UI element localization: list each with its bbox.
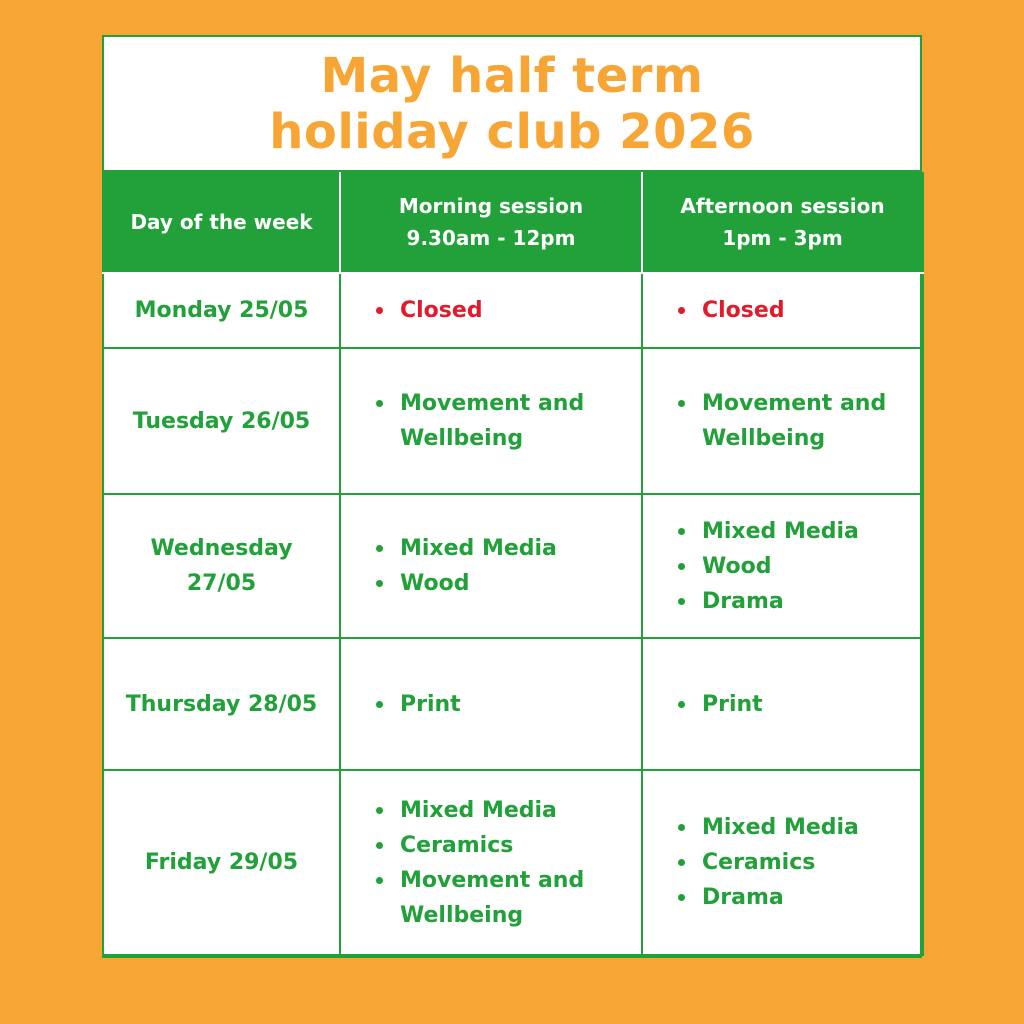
list-item: Mixed Media xyxy=(373,531,621,566)
list-item: Mixed Media xyxy=(675,810,902,845)
schedule-table xyxy=(102,172,924,956)
day-cell xyxy=(103,494,340,638)
header-afternoon-time: 1pm - 3pm xyxy=(722,226,843,250)
list-item: Ceramics xyxy=(373,828,621,863)
day-label-date: 27/05 xyxy=(186,571,257,596)
activity-list xyxy=(373,293,621,328)
list-item: Wood xyxy=(675,549,902,584)
morning-cell xyxy=(340,638,642,770)
table-row xyxy=(103,638,923,770)
header-day-label: Day of the week xyxy=(130,210,313,234)
morning-cell xyxy=(340,770,642,955)
page-title-line-2: holiday club 2026 xyxy=(269,103,755,160)
list-item: Drama xyxy=(675,584,902,619)
day-label: Friday 29/05 xyxy=(144,850,299,875)
morning-cell xyxy=(340,273,642,348)
schedule-card xyxy=(102,35,922,958)
header-row xyxy=(103,172,923,273)
activity-list xyxy=(675,293,902,328)
afternoon-cell xyxy=(642,494,923,638)
day-label: Wednesday xyxy=(150,536,293,561)
day-cell xyxy=(103,770,340,955)
header-morning-time: 9.30am - 12pm xyxy=(406,226,576,250)
activity-list xyxy=(675,810,902,915)
day-cell xyxy=(103,273,340,348)
afternoon-cell xyxy=(642,770,923,955)
morning-cell xyxy=(340,348,642,494)
header-afternoon-label: Afternoon session xyxy=(680,194,885,218)
list-item: Closed xyxy=(373,293,621,328)
list-item: Movement and Wellbeing xyxy=(373,863,621,933)
afternoon-cell xyxy=(642,273,923,348)
list-item: Mixed Media xyxy=(373,793,621,828)
header-morning xyxy=(340,172,642,273)
activity-list xyxy=(373,687,621,722)
list-item: Movement and Wellbeing xyxy=(675,386,902,456)
activity-list xyxy=(675,514,902,619)
activity-list xyxy=(675,386,902,456)
table-row xyxy=(103,494,923,638)
header-day xyxy=(103,172,340,273)
list-item: Print xyxy=(373,687,621,722)
table-row xyxy=(103,348,923,494)
title-box xyxy=(104,37,920,172)
table-row xyxy=(103,273,923,348)
day-label: Tuesday 26/05 xyxy=(132,408,311,434)
list-item: Print xyxy=(675,687,902,722)
page-title-line-1: May half term xyxy=(320,47,704,104)
day-cell xyxy=(103,348,340,494)
afternoon-cell xyxy=(642,638,923,770)
header-morning-label: Morning session xyxy=(398,194,584,218)
morning-cell xyxy=(340,494,642,638)
header-afternoon xyxy=(642,172,923,273)
day-label: Thursday 28/05 xyxy=(125,691,318,717)
list-item: Movement and Wellbeing xyxy=(373,386,621,456)
activity-list xyxy=(373,531,621,601)
list-item: Ceramics xyxy=(675,845,902,880)
activity-list xyxy=(373,386,621,456)
list-item: Closed xyxy=(675,293,902,328)
list-item: Drama xyxy=(675,880,902,915)
table-row xyxy=(103,770,923,955)
activity-list xyxy=(675,687,902,722)
day-label: Monday 25/05 xyxy=(134,298,309,323)
day-cell xyxy=(103,638,340,770)
list-item: Wood xyxy=(373,566,621,601)
afternoon-cell xyxy=(642,348,923,494)
activity-list xyxy=(373,793,621,933)
list-item: Mixed Media xyxy=(675,514,902,549)
